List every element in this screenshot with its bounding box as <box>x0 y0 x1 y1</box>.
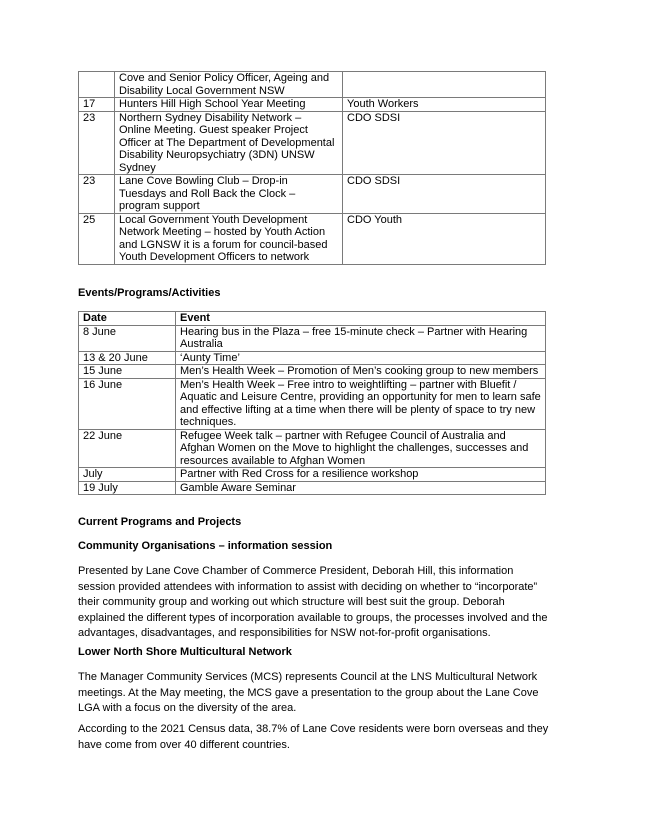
attendee-cell: CDO SDSI <box>343 175 546 214</box>
paragraph-line: have come from over 40 different countries. <box>78 738 290 751</box>
event-cell <box>176 325 546 351</box>
paragraph-line: their community group and working out which structure will best suit the group. Deborah <box>78 596 505 608</box>
meeting-cell <box>115 111 343 175</box>
table-row <box>79 351 546 365</box>
cell-line: Youth Development Officers to network <box>119 251 310 263</box>
date-cell: 16 June <box>79 378 176 429</box>
meeting-cell <box>115 175 343 214</box>
date-cell: 15 June <box>79 365 176 379</box>
date-cell: 13 & 20 June <box>79 351 176 365</box>
multicultural-network-heading: Lower North Shore Multicultural Network <box>78 646 292 658</box>
cell-line: Northern Sydney Disability Network – <box>119 111 302 124</box>
attendee-cell: CDO SDSI <box>343 111 546 175</box>
date-cell: 22 June <box>79 429 176 468</box>
cell-line: Disability Local Government NSW <box>119 84 285 97</box>
cell-line: Hearing bus in the Plaza – free 15-minute check – Partner with Hearing <box>180 325 528 338</box>
paragraph-line: According to the 2021 Census data, 38.7% of Lane Cove residents were born overseas and they <box>78 723 549 735</box>
table-row <box>79 378 546 429</box>
community-organisations-heading: Community Organisations – information session <box>78 540 333 552</box>
date-cell: 8 June <box>79 325 176 351</box>
date-cell: July <box>79 468 176 482</box>
cell-line: Gamble Aware Seminar <box>180 481 296 494</box>
multicultural-paragraph-2 <box>78 722 548 753</box>
paragraph-line: The Manager Community Services (MCS) represents Council at the LNS Multicultural Network <box>78 671 538 683</box>
paragraph-line: Presented by Lane Cove Chamber of Commerce President, Deborah Hill, this information <box>78 565 514 577</box>
events-table <box>78 311 546 495</box>
attendee-cell: Youth Workers <box>343 98 546 112</box>
paragraph-line: session provided attendees with information to assist with deciding on whether to “incorporate” <box>78 580 538 593</box>
paragraph-line: advantages, disadvantages, and responsibilities for NSW not-for-profit organisations. <box>78 627 491 639</box>
event-cell <box>176 429 546 468</box>
cell-line: Officer at The Department of Developmental <box>119 136 335 149</box>
multicultural-paragraph-1 <box>78 670 548 717</box>
cell-line: Australia <box>180 338 223 350</box>
event-cell <box>176 481 546 495</box>
paragraph-line: LGA with a focus on the diversity of the area. <box>78 702 297 714</box>
community-paragraph <box>78 564 548 642</box>
paragraph-line: meetings. At the May meeting, the MCS gave a presentation to the group about the Lane Cove <box>78 686 539 699</box>
cell-line: Partner with Red Cross for a resilience workshop <box>180 468 419 480</box>
cell-line: and effective lifting at a time when there will be plenty of space to try new <box>180 403 536 416</box>
current-programs-heading: Current Programs and Projects <box>78 516 242 528</box>
cell-line: Disability Neuropsychiatry (3DN) UNSW <box>119 149 315 161</box>
meeting-cell <box>115 72 343 98</box>
cell-line: Men’s Health Week – Free intro to weightlifting – partner with Bluefit / <box>180 378 517 391</box>
date-column-header: Date <box>79 312 176 326</box>
cell-line: Tuesdays and Roll Back the Clock – <box>119 187 296 200</box>
cell-line: Online Meeting. Guest speaker Project <box>119 124 308 136</box>
cell-line: Network Meeting – hosted by Youth Action <box>119 226 326 238</box>
paragraph-line: explained the different types of incorporation available to groups, the processes involved and the <box>78 611 548 624</box>
table-row <box>79 175 546 214</box>
cell-line: ‘Aunty Time’ <box>180 351 240 364</box>
cell-line: Aquatic and Leisure Centre, providing an opportunity for men to learn safe <box>180 391 541 403</box>
cell-line: techniques. <box>180 416 237 428</box>
meeting-cell <box>115 98 343 112</box>
table-row <box>79 429 546 468</box>
cell-line: Afghan Women on the Move to highlight the challenges, successes and <box>180 442 529 454</box>
event-cell <box>176 468 546 482</box>
table-row <box>79 481 546 495</box>
event-cell <box>176 365 546 379</box>
date-cell <box>79 72 115 98</box>
date-cell: 23 <box>79 175 115 214</box>
event-cell <box>176 351 546 365</box>
event-column-header: Event <box>176 312 546 326</box>
event-cell <box>176 378 546 429</box>
cell-line: Men’s Health Week – Promotion of Men’s cooking group to new members <box>180 365 539 377</box>
attendee-cell <box>343 72 546 98</box>
attendee-cell: CDO Youth <box>343 213 546 264</box>
table-row <box>79 325 546 351</box>
table-row <box>79 468 546 482</box>
cell-line: Cove and Senior Policy Officer, Ageing and <box>119 72 330 84</box>
table-header-row <box>79 312 546 326</box>
table-row <box>79 111 546 175</box>
date-cell: 19 July <box>79 481 176 495</box>
date-cell: 25 <box>79 213 115 264</box>
cell-line: Lane Cove Bowling Club – Drop-in <box>119 175 288 187</box>
cell-line: and LGNSW it is a forum for council-based <box>119 238 328 251</box>
cell-line: Hunters Hill High School Year Meeting <box>119 98 306 110</box>
meeting-cell <box>115 213 343 264</box>
cell-line: resources available to Afghan Women <box>180 454 366 467</box>
table-row <box>79 213 546 264</box>
date-cell: 17 <box>79 98 115 112</box>
meetings-table <box>78 71 546 265</box>
cell-line: program support <box>119 200 200 212</box>
cell-line: Sydney <box>119 161 156 174</box>
events-heading: Events/Programs/Activities <box>78 287 221 299</box>
cell-line: Local Government Youth Development <box>119 213 308 226</box>
cell-line: Refugee Week talk – partner with Refugee Council of Australia and <box>180 429 506 442</box>
table-row <box>79 365 546 379</box>
date-cell: 23 <box>79 111 115 175</box>
table-row <box>79 72 546 98</box>
table-row <box>79 98 546 112</box>
